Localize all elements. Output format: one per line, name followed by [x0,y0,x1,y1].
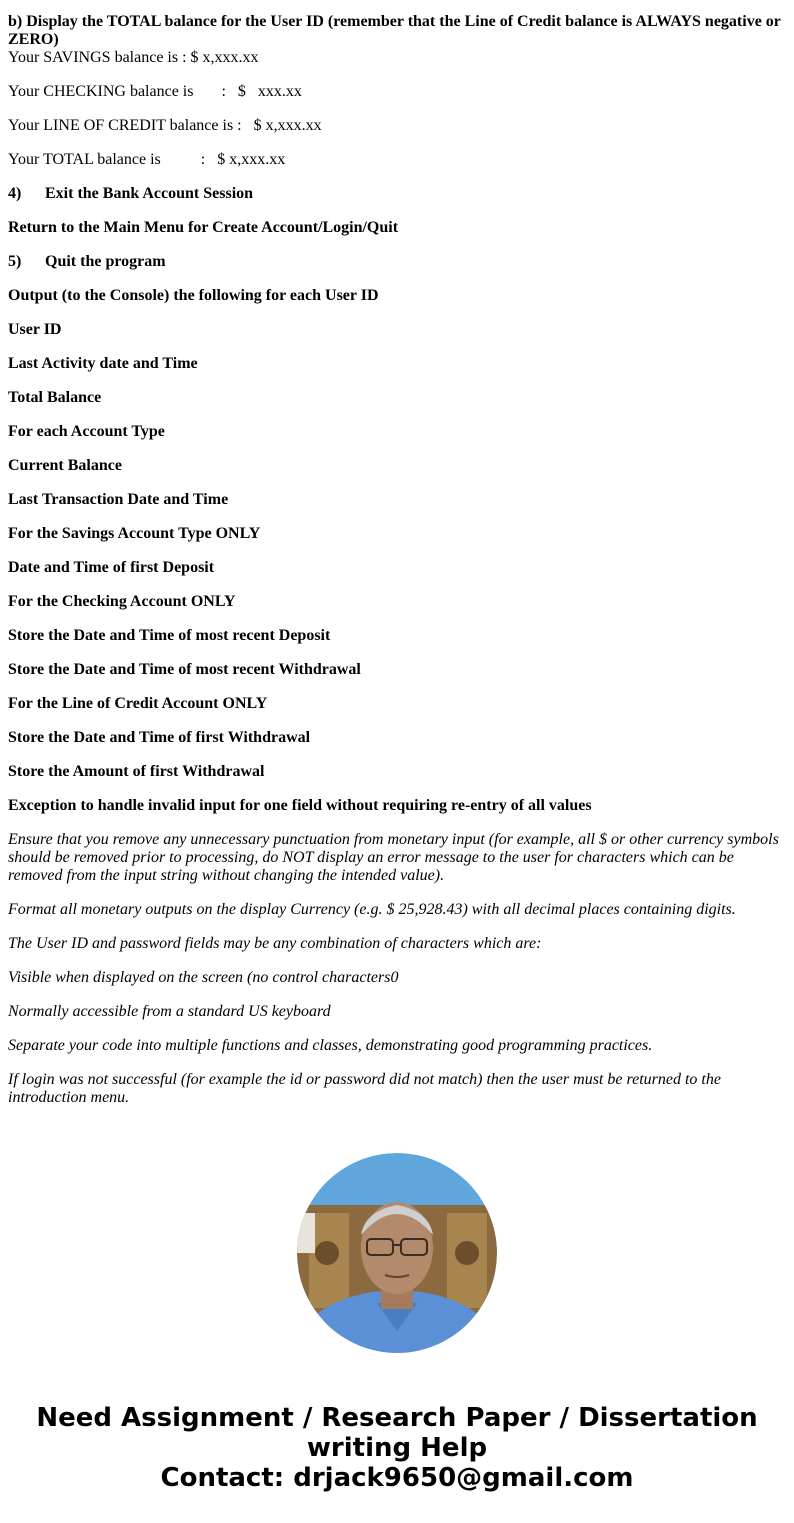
promo-contact-line: Contact: drjack9650@gmail.com [160,1463,634,1493]
document-body [8,13,786,1107]
promo-line-1: Need Assignment / Research Paper / Dissertation [36,1403,758,1433]
section-heading: b) Display the TOTAL balance for the User ID (remember that the Line of Credit balance is ALWAYS negative or ZERO) [8,13,781,48]
output-spec-item: For the Checking Account ONLY [8,593,236,610]
output-spec-item: Output (to the Console) the following for each User ID [8,287,379,304]
menu-item-4-label: Exit the Bank Account Session [45,185,254,202]
output-spec-item: Date and Time of first Deposit [8,559,215,576]
checking-balance-line: Your CHECKING balance is : $ xxx.xx [8,83,302,100]
total-balance-line: Your TOTAL balance is : $ x,xxx.xx [8,151,286,168]
menu-item-4 [8,185,786,203]
menu-item-5-number: 5) [8,253,22,270]
output-spec-item: Store the Date and Time of first Withdrawal [8,729,311,746]
output-spec-item: Current Balance [8,457,122,474]
note-paragraph: The User ID and password fields may be any combination of characters which are: [8,935,542,952]
menu-item-5 [8,253,786,271]
output-spec-item: Exception to handle invalid input for one field without requiring re-entry of all values [8,797,592,814]
note-paragraph: Format all monetary outputs on the display Currency (e.g. $ 25,928.43) with all decimal places containing digits. [8,901,736,918]
savings-balance-line: Your SAVINGS balance is : $ x,xxx.xx [8,49,259,66]
note-paragraph: Normally accessible from a standard US keyboard [8,1003,331,1020]
output-spec-item: Last Activity date and Time [8,355,198,372]
output-spec-item: Total Balance [8,389,102,406]
author-avatar [297,1153,497,1353]
author-portrait-image [297,1153,497,1353]
promo-banner [0,1403,794,1493]
note-paragraph: Separate your code into multiple functions and classes, demonstrating good programming practices. [8,1037,653,1054]
menu-item-4-number: 4) [8,185,22,202]
output-spec-item: For the Savings Account Type ONLY [8,525,261,542]
menu-item-5-label: Quit the program [45,253,166,270]
line-of-credit-balance-line: Your LINE OF CREDIT balance is : $ x,xxx.xx [8,117,322,134]
note-paragraph: If login was not successful (for example the id or password did not match) then the user must be returned to the introduction menu. [8,1071,721,1106]
note-paragraph: Visible when displayed on the screen (no control characters0 [8,969,399,986]
output-spec-item: For each Account Type [8,423,165,440]
output-spec-item: Store the Date and Time of most recent Deposit [8,627,331,644]
menu-item-4-description: Return to the Main Menu for Create Account/Login/Quit [8,219,399,236]
promo-line-2: writing Help [306,1433,488,1463]
output-spec-item: For the Line of Credit Account ONLY [8,695,268,712]
output-spec-item: Store the Date and Time of most recent Withdrawal [8,661,361,678]
output-spec-item: User ID [8,321,62,338]
output-spec-item: Last Transaction Date and Time [8,491,229,508]
note-paragraph: Ensure that you remove any unnecessary punctuation from monetary input (for example, all $ or other currency symbols should be removed prior to processing, do NOT display an error message to the user for characters which can be removed from the input string without changing the intended value). [8,831,779,884]
output-spec-item: Store the Amount of first Withdrawal [8,763,265,780]
